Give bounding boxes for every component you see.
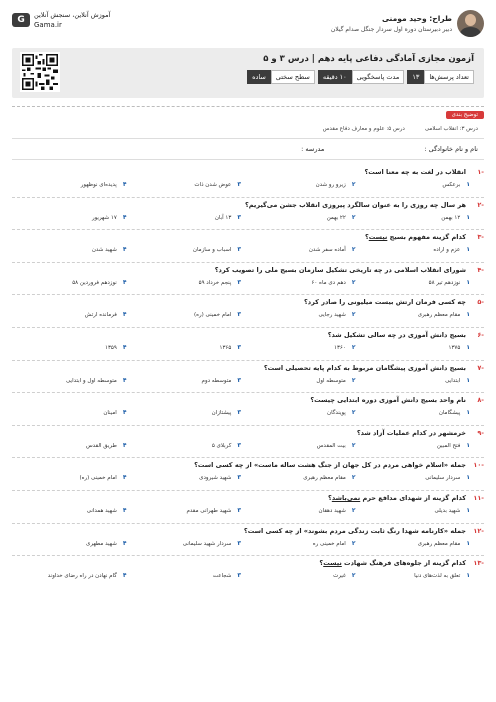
option-text: ۱۳۶۰ — [334, 344, 346, 351]
option-text: امام خمینی ره — [312, 540, 346, 547]
option-text: شهید بدیلی — [434, 507, 461, 514]
question-text: کدام گزینه مفهوم بسیج نیست؟ — [364, 233, 466, 242]
question-item — [12, 295, 484, 328]
option-text: شهید شیرودی — [199, 475, 232, 482]
answer-option[interactable] — [241, 344, 356, 351]
answer-option[interactable] — [127, 507, 242, 514]
meta-difficulty: سطح سختی ساده — [247, 70, 315, 84]
option-number: ۴ — [122, 181, 127, 188]
option-number: ۱ — [466, 572, 470, 580]
option-number: ۲ — [351, 409, 356, 417]
answer-options — [12, 442, 484, 449]
answer-options — [12, 279, 484, 286]
option-number: ۴ — [122, 246, 127, 254]
option-number: ۳ — [237, 213, 241, 221]
option-text: شهید دهقان — [318, 507, 346, 514]
option-number: ۱ — [466, 278, 470, 286]
lesson-list — [12, 126, 478, 132]
answer-option[interactable] — [241, 507, 356, 514]
option-text: ۱۳ آبان — [214, 214, 232, 221]
answer-options — [12, 214, 484, 221]
question-emphasis: نیست — [368, 233, 388, 242]
option-number: ۲ — [351, 474, 356, 482]
question-emphasis: نیست — [323, 559, 342, 568]
option-number: ۴ — [122, 409, 127, 417]
option-number: ۴ — [122, 441, 127, 449]
brand-name: آموزش آنلاین، سنجش آنلاین — [34, 11, 111, 19]
question-text: نام واحد بسیج دانش آموزی دوره ابتدایی چیست؟ — [310, 396, 466, 405]
answer-option[interactable] — [127, 246, 242, 253]
question-item — [12, 328, 484, 361]
school-label: مدرسه : — [301, 145, 325, 153]
option-number: ۲ — [351, 572, 356, 580]
question-text: جمله «اسلام خواهی مردم در کل جهان از جنگ هشت ساله ماست» از چه کسی است؟ — [194, 461, 466, 470]
option-text: آماده سفر شدن — [308, 247, 346, 254]
answer-options — [12, 181, 484, 188]
answer-option[interactable] — [241, 214, 356, 221]
answer-option[interactable] — [241, 409, 356, 416]
question-text: کدام گزینه از جلوه‌های فرهنگ شهادت نیست؟ — [319, 559, 466, 568]
answer-option[interactable] — [127, 279, 242, 286]
meta-duration: مدت پاسخگویی ۱۰ دقیقه — [318, 70, 404, 84]
option-number: ۲ — [351, 213, 356, 221]
option-number: ۳ — [237, 311, 241, 319]
option-text: زیرو رو شدن — [315, 182, 346, 188]
option-number: ۳ — [237, 376, 241, 384]
answer-option[interactable] — [127, 474, 242, 481]
answer-option[interactable] — [356, 507, 471, 514]
option-text: امینان — [103, 410, 117, 417]
option-number: ۱ — [466, 539, 470, 547]
option-number: ۲ — [351, 506, 356, 514]
answer-option[interactable] — [127, 540, 242, 547]
author-name: طراح: وحید مومنی — [381, 13, 452, 23]
question-item — [12, 198, 484, 231]
answer-options — [12, 572, 484, 579]
answer-option[interactable] — [127, 572, 242, 579]
answer-option[interactable] — [356, 181, 471, 188]
option-text: شهید همدانی — [86, 507, 117, 514]
option-number: ۴ — [122, 474, 127, 482]
option-number: ۱ — [466, 246, 470, 254]
answer-option[interactable] — [241, 442, 356, 449]
option-text: امام خمینی (ره) — [79, 475, 117, 482]
answer-option[interactable] — [12, 377, 127, 384]
option-number: ۳ — [237, 441, 241, 449]
option-number: ۱ — [466, 474, 470, 482]
answer-option[interactable] — [356, 377, 471, 384]
question-number: -۲ — [477, 200, 484, 209]
question-text: شورای انقلاب اسلامی در چه تاریخی تشکیل سازمان بسیج ملی را تصویب کرد؟ — [214, 265, 466, 274]
option-number: ۴ — [122, 506, 127, 514]
option-text: امام خمینی (ره) — [193, 312, 232, 319]
answer-option[interactable] — [356, 572, 471, 579]
question-text: کدام گزینه از شهدای مدافع حرم نمی‌باشد؟ — [328, 493, 466, 502]
option-number: ۲ — [351, 539, 356, 547]
qr-code-icon — [20, 52, 60, 92]
question-number: -۵ — [477, 298, 484, 307]
answer-option[interactable] — [12, 474, 127, 481]
option-number: ۴ — [122, 376, 127, 384]
question-number: -۳ — [477, 233, 484, 242]
option-text: بیت المقدس — [316, 442, 346, 449]
option-number: ۱ — [466, 311, 470, 319]
brand-block[interactable] — [12, 10, 110, 30]
question-number: -۱ — [477, 168, 484, 176]
option-number: ۲ — [351, 246, 356, 254]
option-number: ۳ — [237, 246, 241, 254]
answer-options — [12, 311, 484, 318]
option-number: ۴ — [122, 213, 127, 221]
option-text: ابتدایی — [445, 377, 461, 384]
answer-options — [12, 246, 484, 253]
option-text: شهید شدن — [91, 247, 117, 254]
option-text: سردار شهید سلیمانی — [182, 540, 232, 547]
option-number: ۳ — [237, 278, 241, 286]
option-text: متوسطه اول — [316, 377, 346, 384]
brand-site[interactable]: Gama.ir — [34, 21, 62, 29]
option-text: ۲۲ بهمن — [326, 214, 346, 221]
option-number: ۴ — [122, 311, 127, 319]
option-text: متوسطه دوم — [201, 377, 232, 384]
option-number: ۴ — [122, 539, 127, 547]
question-number: -۷ — [477, 363, 484, 372]
question-number: -۶ — [477, 330, 484, 339]
question-item — [12, 491, 484, 524]
answer-options — [12, 377, 484, 384]
option-text: مقام معظم رهبری — [417, 540, 461, 547]
answer-option[interactable] — [12, 409, 127, 416]
answer-option[interactable] — [12, 214, 127, 221]
option-number: ۴ — [122, 572, 127, 580]
question-text: انقلاب در لغت به چه معنا است؟ — [364, 168, 466, 176]
answer-option[interactable] — [356, 246, 471, 253]
answer-option[interactable] — [127, 377, 242, 384]
answer-option[interactable] — [241, 540, 356, 547]
option-number: ۲ — [351, 376, 356, 384]
answer-option[interactable] — [12, 279, 127, 286]
question-item — [12, 393, 484, 426]
question-item — [12, 458, 484, 491]
question-number: -۱۱ — [473, 493, 484, 502]
answer-option[interactable] — [127, 344, 242, 351]
option-number: ۴ — [122, 278, 127, 286]
option-number: ۱ — [466, 213, 470, 221]
answer-option[interactable] — [356, 344, 471, 351]
answer-option[interactable] — [12, 344, 127, 351]
answer-option[interactable] — [12, 246, 127, 253]
question-number: -۱۲ — [473, 526, 484, 535]
answer-option[interactable] — [356, 214, 471, 221]
option-text: متوسطه اول و ابتدایی — [65, 377, 117, 384]
option-text: سردار سلیمانی — [425, 475, 461, 482]
answer-option[interactable] — [12, 540, 127, 547]
author-role: دبیر دبیرستان دوره اول سردار جنگل صدام گیلان — [330, 25, 452, 33]
gama-logo-icon: G — [12, 13, 30, 27]
question-text: بسیج دانش آموزی پیشگامان مربوط به کدام پایه تحصیلی است؟ — [263, 363, 466, 372]
option-number: ۳ — [237, 539, 241, 547]
option-number: ۳ — [237, 474, 241, 482]
option-text: ۱۷ شهریور — [91, 214, 117, 221]
option-number: ۲ — [351, 343, 356, 351]
option-number: ۲ — [351, 181, 356, 188]
meta-question-count: تعداد پرسش‌ها ۱۳ — [407, 70, 474, 84]
option-text: پویندگان — [327, 410, 346, 417]
answer-option[interactable] — [356, 474, 471, 481]
answer-option[interactable] — [12, 311, 127, 318]
option-number: ۱ — [466, 409, 470, 417]
student-info-bar — [12, 138, 484, 160]
question-item — [12, 556, 484, 589]
option-text: شجاعت — [212, 573, 232, 580]
option-text: ۱۳۵۹ — [105, 344, 117, 351]
answer-option[interactable] — [127, 214, 242, 221]
option-number: ۱ — [466, 343, 470, 351]
option-text: پیشگامان — [438, 410, 461, 417]
answer-option[interactable] — [127, 409, 242, 416]
option-text: نوزدهم فروردین ۵۸ — [72, 279, 117, 286]
question-text: چه کسی فرمان ارتش بیست میلیونی را صادر کرد؟ — [304, 298, 466, 307]
answer-option[interactable] — [127, 181, 242, 188]
option-number: ۱ — [466, 181, 470, 188]
section-tag: توضیح بندی — [12, 111, 484, 121]
option-number: ۳ — [237, 181, 241, 188]
option-text: برعکس — [442, 182, 461, 188]
question-item — [12, 426, 484, 459]
option-text: شهید مطهری — [86, 540, 117, 547]
option-text: پدیده‌ای نوظهور — [80, 182, 117, 188]
section-divider — [12, 106, 484, 107]
option-text: مقام معظم رهبری — [417, 312, 461, 319]
answer-option[interactable] — [12, 507, 127, 514]
option-text: طریق القدس — [85, 442, 117, 449]
question-emphasis: نمی‌باشد — [331, 493, 361, 502]
option-text: پنجم خرداد ۵۹ — [198, 279, 232, 286]
name-label: نام و نام خانوادگی : — [424, 145, 478, 153]
answer-option[interactable] — [356, 540, 471, 547]
question-text: هر سال چه روزی را به عنوان سالگرد پیروزی انقلاب جشن می‌گیریم؟ — [245, 200, 466, 209]
answer-option[interactable] — [356, 279, 471, 286]
option-text: عوض شدن ذات — [194, 182, 232, 188]
answer-option[interactable] — [241, 279, 356, 286]
option-number: ۳ — [237, 506, 241, 514]
exam-title: آزمون مجازی آمادگی دفاعی پایه دهم | درس ۳ و ۵ — [263, 54, 474, 64]
question-text: جمله «کارنامه شهدا رنگ ثابت زندگی مردم بشوند» از چه کسی است؟ — [243, 526, 466, 535]
question-number: -۱۳ — [473, 559, 484, 568]
answer-option[interactable] — [241, 474, 356, 481]
option-number: ۱ — [466, 441, 470, 449]
answer-option[interactable] — [356, 442, 471, 449]
option-number: ۲ — [351, 311, 356, 319]
answer-options — [12, 540, 484, 547]
option-text: کربلای ۵ — [211, 442, 232, 449]
option-text: فرمانده ارتش — [84, 312, 117, 319]
answer-options — [12, 474, 484, 481]
question-item — [12, 524, 484, 557]
option-number: ۳ — [237, 343, 241, 351]
option-text: نوزدهم تیر ۵۸ — [428, 279, 461, 286]
question-item — [12, 230, 484, 263]
option-text: شهید رجایی — [318, 312, 346, 319]
answer-option[interactable] — [241, 377, 356, 384]
option-number: ۳ — [237, 409, 241, 417]
option-text: تعلق به لذت‌های دنیا — [414, 573, 461, 580]
option-text: فتح المبین — [436, 442, 461, 449]
option-text: ۱۲ بهمن — [441, 214, 461, 221]
option-number: ۱ — [466, 506, 470, 514]
option-number: ۲ — [351, 441, 356, 449]
option-text: اسباب و سازمان — [192, 247, 232, 254]
answer-options — [12, 344, 484, 351]
answer-options — [12, 507, 484, 514]
option-number: ۱ — [466, 376, 470, 384]
option-text: مقام معظم رهبری — [303, 475, 346, 482]
question-item — [12, 361, 484, 394]
answer-option[interactable] — [241, 572, 356, 579]
question-number: -۴ — [477, 265, 484, 274]
answer-option[interactable] — [127, 311, 242, 318]
question-item — [12, 263, 484, 296]
option-number: ۲ — [351, 278, 356, 286]
option-number: ۳ — [237, 572, 241, 580]
question-list — [12, 165, 484, 589]
question-item — [12, 165, 484, 198]
option-text: عزم و اراده — [433, 247, 461, 254]
option-number: ۴ — [122, 343, 127, 351]
answer-option[interactable] — [356, 409, 471, 416]
page-header — [12, 10, 484, 44]
question-number: -۹ — [477, 428, 484, 437]
answer-option[interactable] — [241, 311, 356, 318]
option-text: ۱۳۷۵ — [448, 344, 461, 351]
answer-option[interactable] — [12, 442, 127, 449]
question-text: بسیج دانش آموزی در چه سالی تشکیل شد؟ — [327, 330, 466, 339]
answer-option[interactable] — [356, 311, 471, 318]
answer-option[interactable] — [241, 246, 356, 253]
answer-option[interactable] — [127, 442, 242, 449]
exam-banner — [12, 48, 484, 98]
lesson-item: درس ۳: انقلاب اسلامی — [424, 126, 478, 132]
answer-option[interactable] — [12, 181, 127, 188]
option-text: گام نهادن در راه رضای خداوند — [47, 573, 117, 580]
option-text: غیرت — [333, 573, 346, 580]
lesson-item: درس ۵: علوم و معارف دفاع مقدس — [322, 126, 405, 132]
option-text: پیشتازان — [211, 410, 232, 417]
author-block — [331, 10, 484, 37]
exam-meta — [247, 70, 474, 84]
answer-options — [12, 409, 484, 416]
question-number: -۸ — [477, 396, 484, 405]
option-text: شهید طهرانی مقدم — [186, 507, 232, 514]
option-text: ۱۳۶۵ — [219, 344, 232, 351]
question-text: خرمشهر در کدام عملیات آزاد شد؟ — [356, 428, 466, 437]
question-number: -۱۰ — [473, 461, 484, 470]
answer-option[interactable] — [241, 181, 356, 188]
person-photo-icon — [457, 10, 484, 37]
answer-option[interactable] — [12, 572, 127, 579]
option-text: دهم دی ماه ۶۰ — [311, 279, 346, 286]
